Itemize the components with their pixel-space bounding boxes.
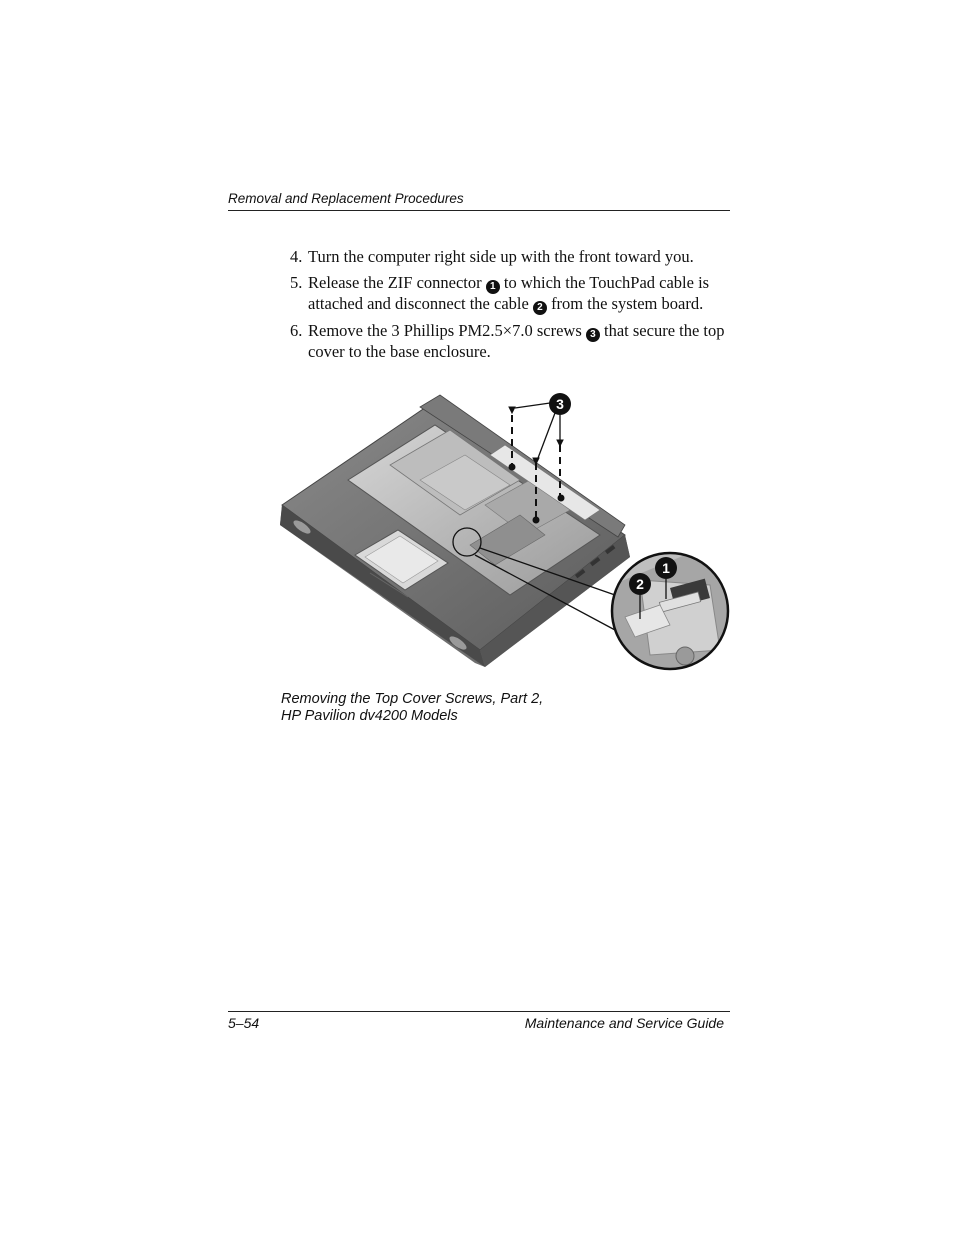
step-6 [290,321,730,362]
callout-1-icon: 1 [486,280,500,294]
step-text: Remove the 3 Phillips PM2.5×7.0 screws [308,320,586,340]
laptop-base [280,395,630,667]
callout-number: 1 [662,560,670,576]
step-number: 6. [290,320,303,340]
callout-1-label [655,557,677,579]
callout-3-label [549,393,571,415]
caption-line: HP Pavilion dv4200 Models [281,708,458,724]
step-text: to which the TouchPad cable is attached and disconnect the cable [308,272,710,313]
step-4 [290,247,730,267]
running-header: Removal and Replacement Procedures [228,191,730,211]
callout-2-icon: 2 [533,301,547,315]
step-number: 4. [290,247,303,266]
running-footer [228,1011,730,1031]
top-cover-illustration [270,385,740,680]
step-number: 5. [290,272,303,292]
callout-2-label [629,573,651,595]
step-5 [290,273,730,315]
guide-title: Maintenance and Service Guide [524,1015,724,1031]
step-text: Release the ZIF connector [308,272,486,292]
callout-number: 3 [556,396,564,412]
step-text: Turn the computer right side up with the front toward you. [308,247,694,266]
caption-line: Removing the Top Cover Screws, Part 2, [281,691,544,707]
step-text: from the system board. [546,293,704,313]
callout-3-icon: 3 [586,328,600,342]
callout-number: 2 [636,576,644,592]
procedure-steps [290,247,730,367]
page-number: 5–54 [228,1015,260,1031]
figure-caption [281,691,681,725]
step-text: that secure the top cover to the base enclosure. [308,320,725,361]
